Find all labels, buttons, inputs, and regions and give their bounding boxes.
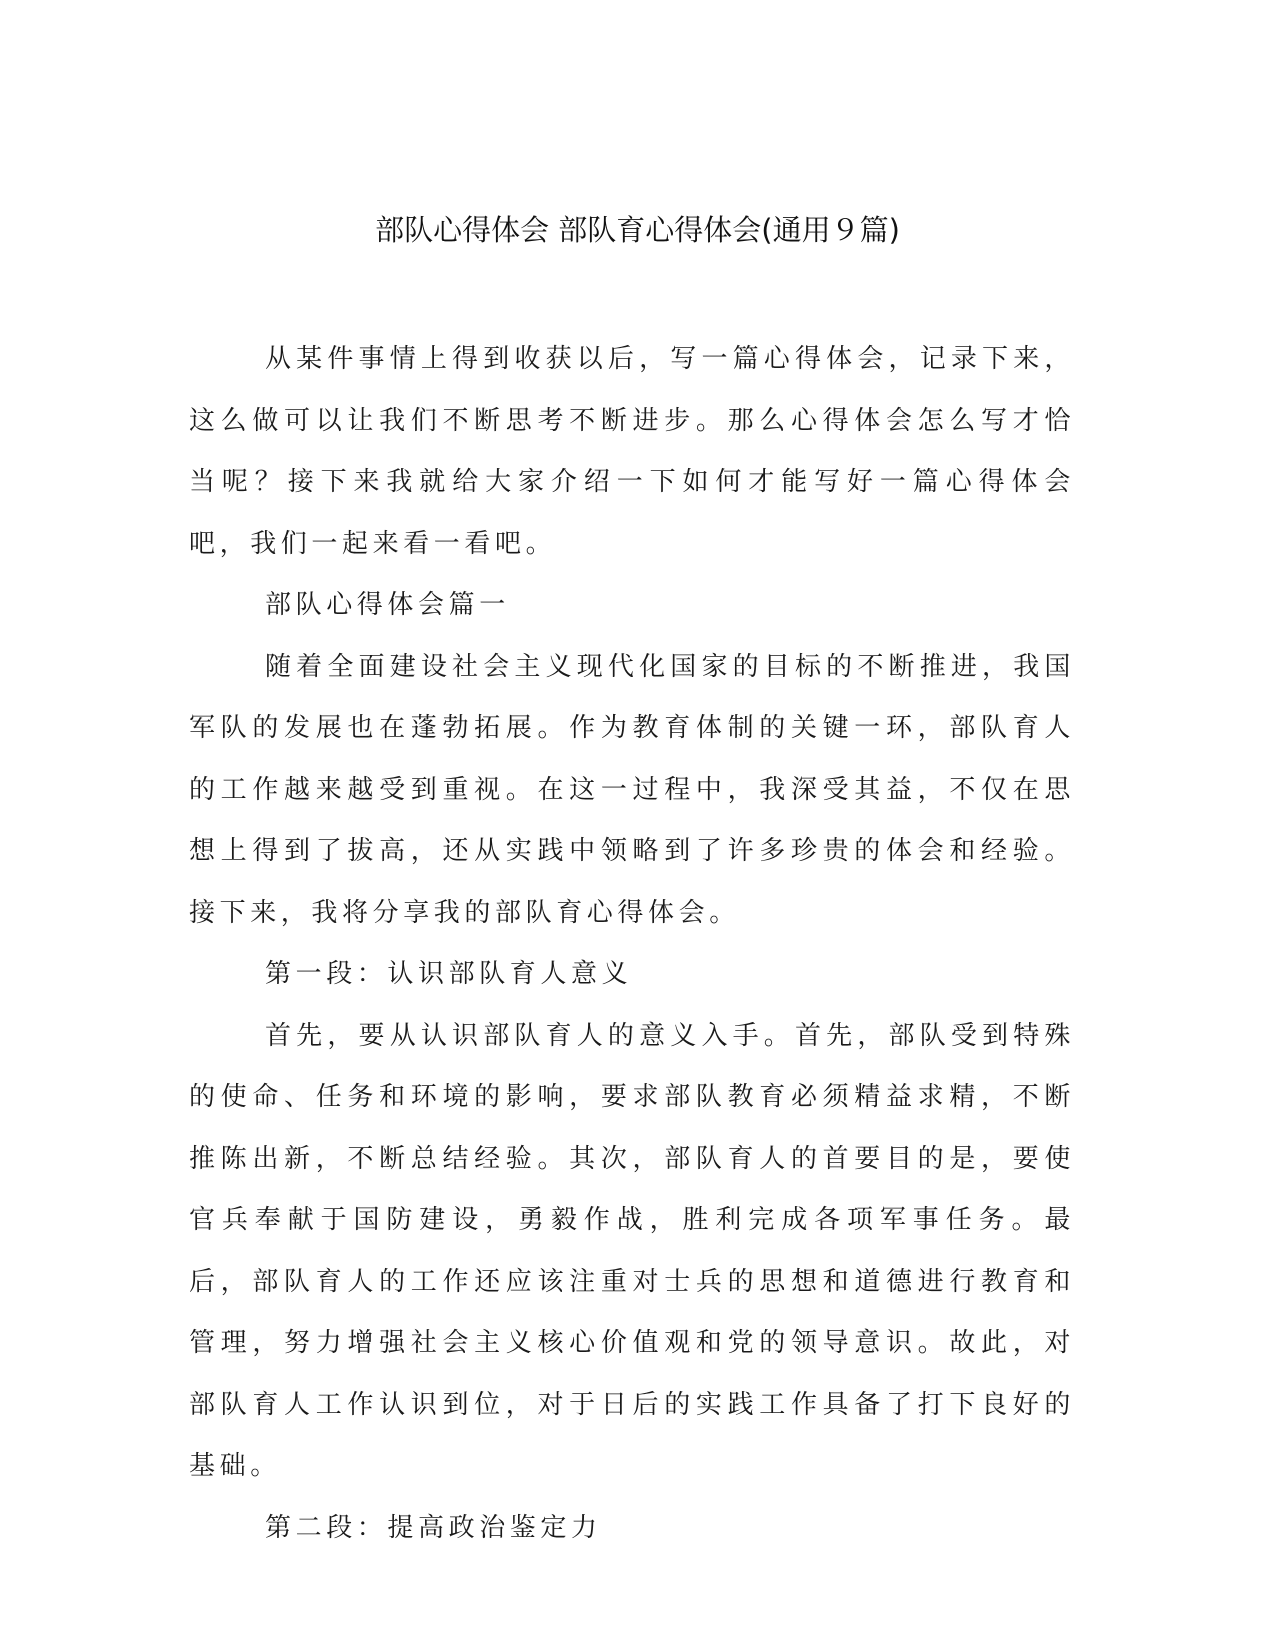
section-heading-paragraph-one: 第一段：认识部队育人意义 [265, 959, 633, 989]
body-paragraph: 随着全面建设社会主义现代化国家的目标的不断推进，我国军队的发展也在蓬勃拓展。作为教育体制的关键一环，部队育人的工作越来越受到重视。在这一过程中，我深受其益，不仅在思想上得到了拔高，还从实践中领略到了许多珍贵的体会和经验。接下来，我将分享我的部队育心得体会。 [189, 651, 1075, 928]
document-body [189, 329, 1075, 1559]
section-heading-part-one: 部队心得体会篇一 [265, 590, 510, 620]
section-heading-paragraph-two: 第二段：提高政治鉴定力 [265, 1512, 602, 1543]
body-paragraph: 首先，要从认识部队育人的意义入手。首先，部队受到特殊的使命、任务和环境的影响，要求部队教育必须精益求精，不断推陈出新，不断总结经验。其次，部队育人的首要目的是，要使官兵奉献于国防建设，勇毅作战，胜利完成各项军事任务。最后，部队育人的工作还应该注重对士兵的思想和道德进行教育和管理，努力增强社会主义核心价值观和党的领导意识。故此，对部队育人工作认识到位，对于日后的实践工作具备了打下良好的基础。 [189, 1020, 1075, 1481]
intro-paragraph: 从某件事情上得到收获以后，写一篇心得体会，记录下来，这么做可以让我们不断思考不断进步。那么心得体会怎么写才恰当呢？接下来我就给大家介绍一下如何才能写好一篇心得体会吧，我们一起来看一看吧。 [189, 344, 1075, 559]
document-title: 部队心得体会 部队育心得体会(通用９篇) [375, 213, 900, 247]
